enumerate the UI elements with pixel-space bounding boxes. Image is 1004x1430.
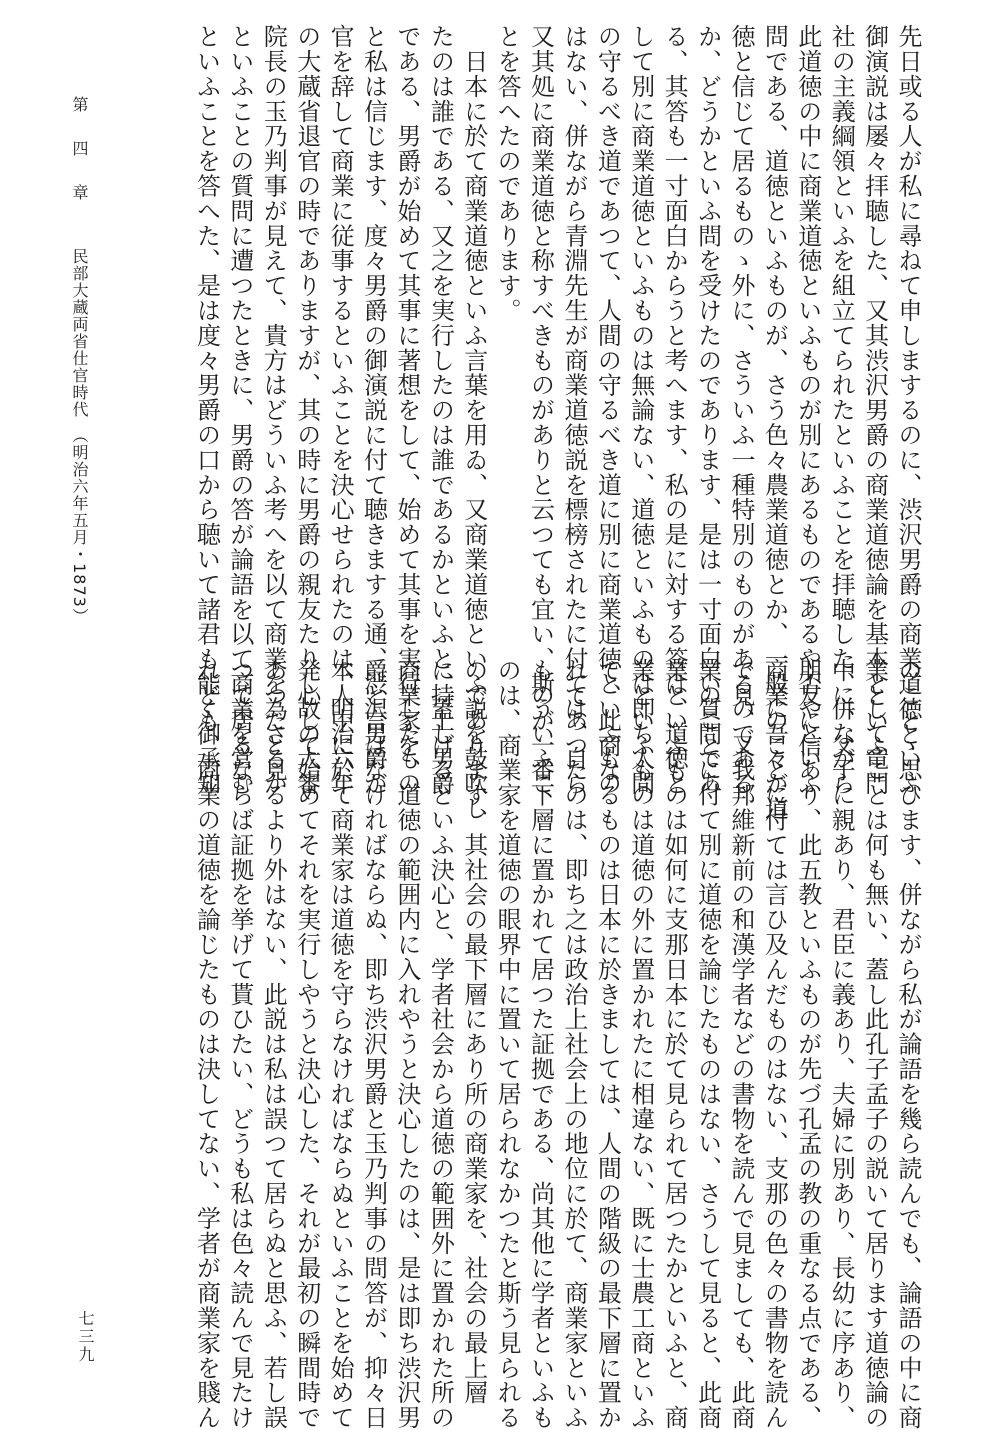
text-column: 本人中に於て商業家は道徳を守らなければならぬといふことを始めて [326,658,355,1430]
text-column: して別に商業道徳といふものは無論ない、道徳といふものは即ち人間 [626,24,655,796]
text-column: 業のことに付て別に道徳を論じたものはない、さうして見ると、此商 [693,658,722,1430]
text-column: あつたと見るより外はない、此説は私は誤つて居らぬと思ふ、若し誤 [259,658,288,1430]
text-column: 爵と言はなければならぬ、即ち渋沢男爵と玉乃判事の問答が、抑々日 [359,658,388,1430]
text-column: の守るべき道であつて、人間の守るべき道に別に商業道徳といふもの [593,24,622,796]
text-column: のであります、其社会の最下層にあり所の商業家を、社会の最上層 [459,658,488,1405]
text-column: 日本に於て商業道徳といふ言葉を用ゐ、又商業道徳といふ説を鼓吹し [459,24,488,821]
section-title: 民部大蔵両省仕官時代 （明治六年五月・1873） [70,248,89,625]
text-column: で見、又我邦維新前の和漢学者などの書物を読んで見ましても、此商 [726,658,755,1430]
text-column: れてあつたのは、即ち之は政治上社会上の地位に於て、商業家といふ [559,658,588,1430]
text-column: といふことを答へた、是は度々男爵の口から聴いて諸君も能く御承知 [192,24,221,796]
text-column: 発心して始めてそれを実行しやうと決心した、それが最初の瞬間時で [292,658,321,1430]
chapter-label: 第 四 章 [70,96,89,206]
text-column: か、どうかといふ問を受けたのであります、是は一寸面白い質問であ [693,24,722,796]
text-column: である、男爵が始めて其事に著想をして、始めて其事を実行したもの [392,24,421,796]
text-column: に持上げるといふ決心と、学者社会から道徳の範囲外に置かれた所の [426,658,455,1430]
text-column: 中に、父子に親あり、君臣に義あり、夫婦に別あり、長幼に序あり、 [827,658,856,1430]
text-column: 問である、道徳といふものが、さう色々農業道徳とか、一般に吾々が道 [760,24,789,821]
text-column: つて居るならば証拠を挙げて貰ひたい、どうも私は色々読んで見たけ [225,658,254,1430]
text-column: の大蔵省退官の時でありますが、其の時に男爵の親友たりし故の大審 [292,24,321,796]
text-column: 業といふことは何も無い、蓋し此孔子孟子の説いて居ります道徳論の [860,658,889,1430]
text-column: 商業のことに付ては言ひ及んだものはない、支那の色々の書物を読ん [760,658,789,1430]
text-column: る、其答も一寸面白からうと考へます、私の是に対する答は、道徳と [660,24,689,796]
text-column: 徳と信じて居るものゝ外に、さういふ一種特別のものがあるのである [726,24,755,796]
text-column: とを答へたのであります。 [493,24,522,323]
text-column: 社の主義綱領といふを組立てられたといふことを拝聴した、併ながら [827,24,856,796]
text-column: のことゝ思ひます、併ながら私が論語を幾ら読んでも、論語の中に商 [894,658,922,1430]
text-column: 官を辞して商業に従事するといふことを決心せられたのは、明治六年 [326,24,355,796]
text-column: れども、商業の道徳を論じたものは決してない、学者が商業家を賤ん [192,658,221,1430]
text-column: たのは誰である、又之を実行したのは誰であるかといふと、蓋し男爵 [426,24,455,796]
text-column: ものが一番下層に置かれて居つた証拠である、尚其他に学者といふも [526,658,555,1430]
text-column: 朋友に信あり、此五教といふものが先づ孔孟の教の重なる点である、 [793,658,822,1430]
lower-text-block [189,658,924,1430]
text-column: て、此商なるものは日本に於きましては、人間の階級の最下層に置か [593,658,622,1430]
text-column: 先日或る人が私に尋ねて申しまするのに、渋沢男爵の商業道徳といふ [894,24,922,796]
running-head [68,96,91,625]
text-column: はない、併ながら青淵先生が商業道徳説を標榜されたに付ては、自ら [559,24,588,796]
text-column: 御演説は屡々拝聴した、又其渋沢男爵の商業道徳論を基本として竜門 [860,24,889,796]
text-column: 又其処に商業道徳と称すべきものがありと云つても宜い、斯ういふこ [526,24,555,796]
text-column: といふことの質問に遭つたときに、男爵の答が論語を以て商業を営む [225,24,254,796]
text-column: 此道徳の中に商業道徳といふものが別にあるものであるや否やといふ [793,24,822,796]
text-column: と私は信じます、度々男爵の御演説に付て聴きまする通、渋沢男爵が [359,24,388,796]
text-column: 商業家を、道徳の範囲内に入れやうと決心したのは、是は即ち渋沢男 [392,658,421,1430]
text-column: のは、商業家を道徳の眼界中に置いて居られなかつたと斯う見られる [493,658,522,1430]
text-column: 業といふものは道徳の外に置かれたに相違ない、既に士農工商といふ [626,658,655,1430]
upper-text-block [189,24,924,821]
text-column: 業といふものは如何に支那日本に於て見られて居つたかといふと、商 [660,658,689,1430]
page-number: 七三九 [76,1310,95,1364]
text-column: 院長の玉乃判事が見えて、貴方はどういふ考へを以て商業を為さるか [259,24,288,796]
